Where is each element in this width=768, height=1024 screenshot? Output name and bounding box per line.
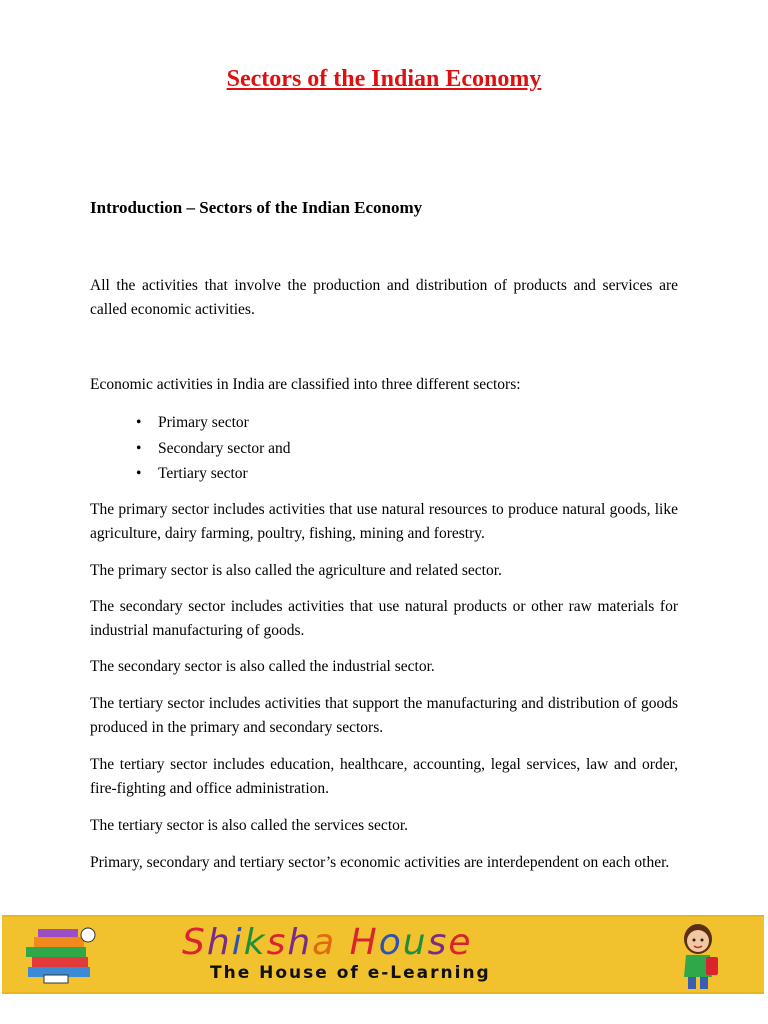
brand-letter: S	[182, 922, 207, 963]
brand-letter: e	[448, 922, 473, 963]
paragraph: The secondary sector includes activities that use natural products or other raw materials for industrial manufacturing of goods.	[90, 598, 678, 639]
list-item: • Primary sector	[158, 410, 291, 436]
brand-letter: u	[402, 922, 428, 963]
intro-heading: Introduction – Sectors of the Indian Economy	[90, 198, 423, 217]
paragraph: The tertiary sector includes activities that support the manufacturing and distribution of goods produced in the primary and secondary sectors.	[90, 695, 678, 736]
paragraph: All the activities that involve the production and distribution of products and services are called economic activities.	[90, 277, 678, 318]
sector-list	[90, 410, 291, 487]
paragraph: The tertiary sector is also called the services sector.	[90, 817, 409, 834]
paragraph: Primary, secondary and tertiary sector’s economic activities are interdependent on each other.	[90, 854, 670, 871]
footer-banner	[2, 915, 764, 994]
brand-letter: i	[231, 922, 244, 963]
page-title: Sectors of the Indian Economy	[226, 66, 542, 92]
paragraph: The tertiary sector includes education, healthcare, accounting, legal services, law and order, fire-fighting and office administration.	[90, 756, 678, 797]
brand-letter: h	[287, 922, 313, 963]
brand-letter	[336, 923, 349, 963]
brand-letter: s	[266, 922, 288, 963]
paragraph: The primary sector is also called the agriculture and related sector.	[90, 562, 502, 579]
brand-letter: o	[378, 922, 403, 963]
brand-tagline: The House of e-Learning	[210, 963, 491, 983]
paragraph: The primary sector includes activities that use natural resources to produce natural goods, like agriculture, dairy farming, poultry, fishing, mining and forestry.	[90, 501, 678, 542]
paragraph: Economic activities in India are classified into three different sectors:	[90, 376, 521, 393]
brand-letter: H	[349, 922, 379, 963]
brand-letter: s	[427, 922, 449, 963]
brand-letter: a	[312, 922, 337, 963]
brand-logotype	[182, 923, 473, 963]
list-item: • Secondary sector and	[158, 436, 291, 462]
brand-name	[182, 923, 473, 963]
paragraph: The secondary sector is also called the industrial sector.	[90, 658, 435, 675]
list-item: • Tertiary sector	[158, 461, 291, 487]
brand-letter: h	[206, 922, 232, 963]
books-icon	[24, 923, 104, 987]
brand-letter: k	[243, 922, 267, 963]
student-mascot-icon	[662, 919, 734, 991]
